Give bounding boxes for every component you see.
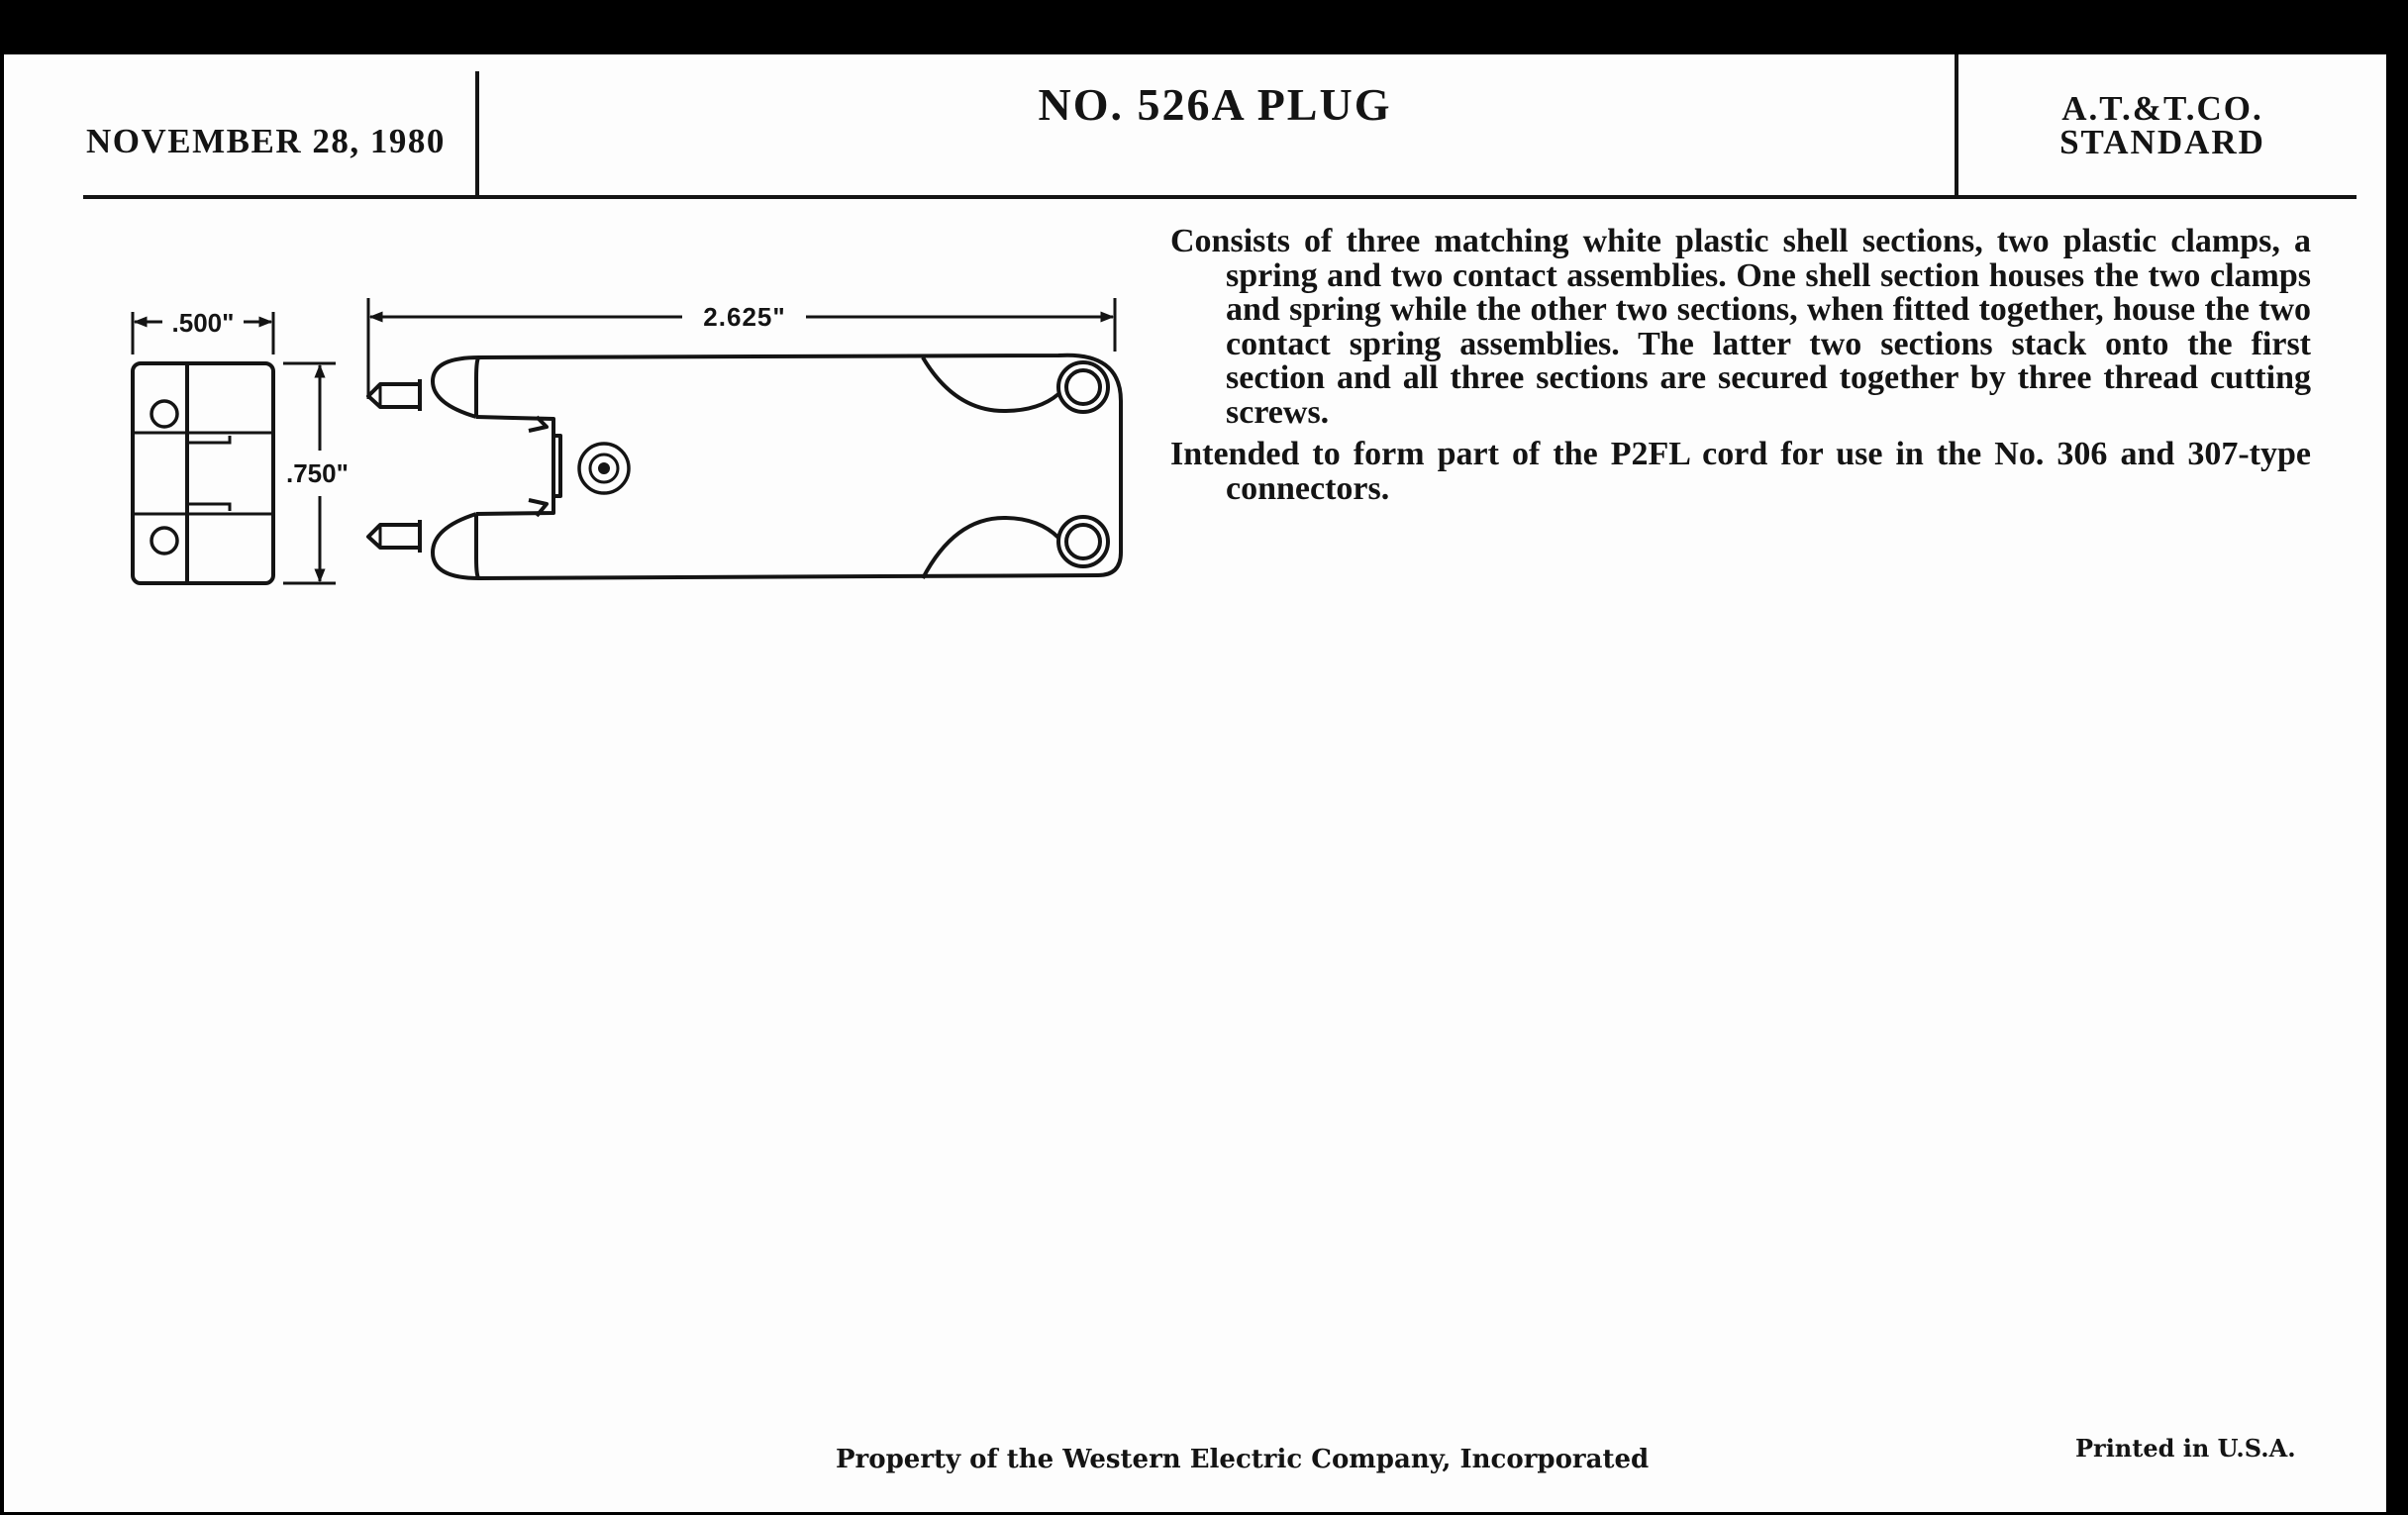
page-title: NO. 526A PLUG <box>1038 79 1392 130</box>
plug-drawing <box>113 241 1143 617</box>
printed-in-notice: Printed in U.S.A. <box>2075 1434 2296 1463</box>
property-notice: Property of the Western Electric Company, Incorporated <box>836 1445 1650 1474</box>
length-dim-label: 2.625" <box>703 302 786 332</box>
header-rule <box>83 195 2357 199</box>
standard-line-2: STANDARD <box>2059 123 2265 161</box>
spec-card <box>4 54 2386 1512</box>
width-dim-label: .500" <box>171 308 235 338</box>
description-paragraph-1: Consists of three matching white plastic shell sections, two plastic clamps, a spring and two contact assemblies. One shell section houses the two clamps and spring while the other two sections, when fitted together, house the two contact spring assemblies. The latter two sections stack onto the first section and all three sections are secured together by three thread cutting screws. <box>1170 223 2311 431</box>
standard-line-1: A.T.&T.CO. <box>2061 89 2263 128</box>
description <box>1170 225 2311 514</box>
height-dim-label: .750" <box>286 458 349 488</box>
issue-date: NOVEMBER 28, 1980 <box>86 122 446 160</box>
end-view <box>133 363 273 583</box>
standard-mark <box>1958 89 2366 161</box>
description-paragraph-2: Intended to form part of the P2FL cord for use in the No. 306 and 307-type connectors. <box>1170 436 2311 507</box>
side-view <box>368 355 1121 578</box>
